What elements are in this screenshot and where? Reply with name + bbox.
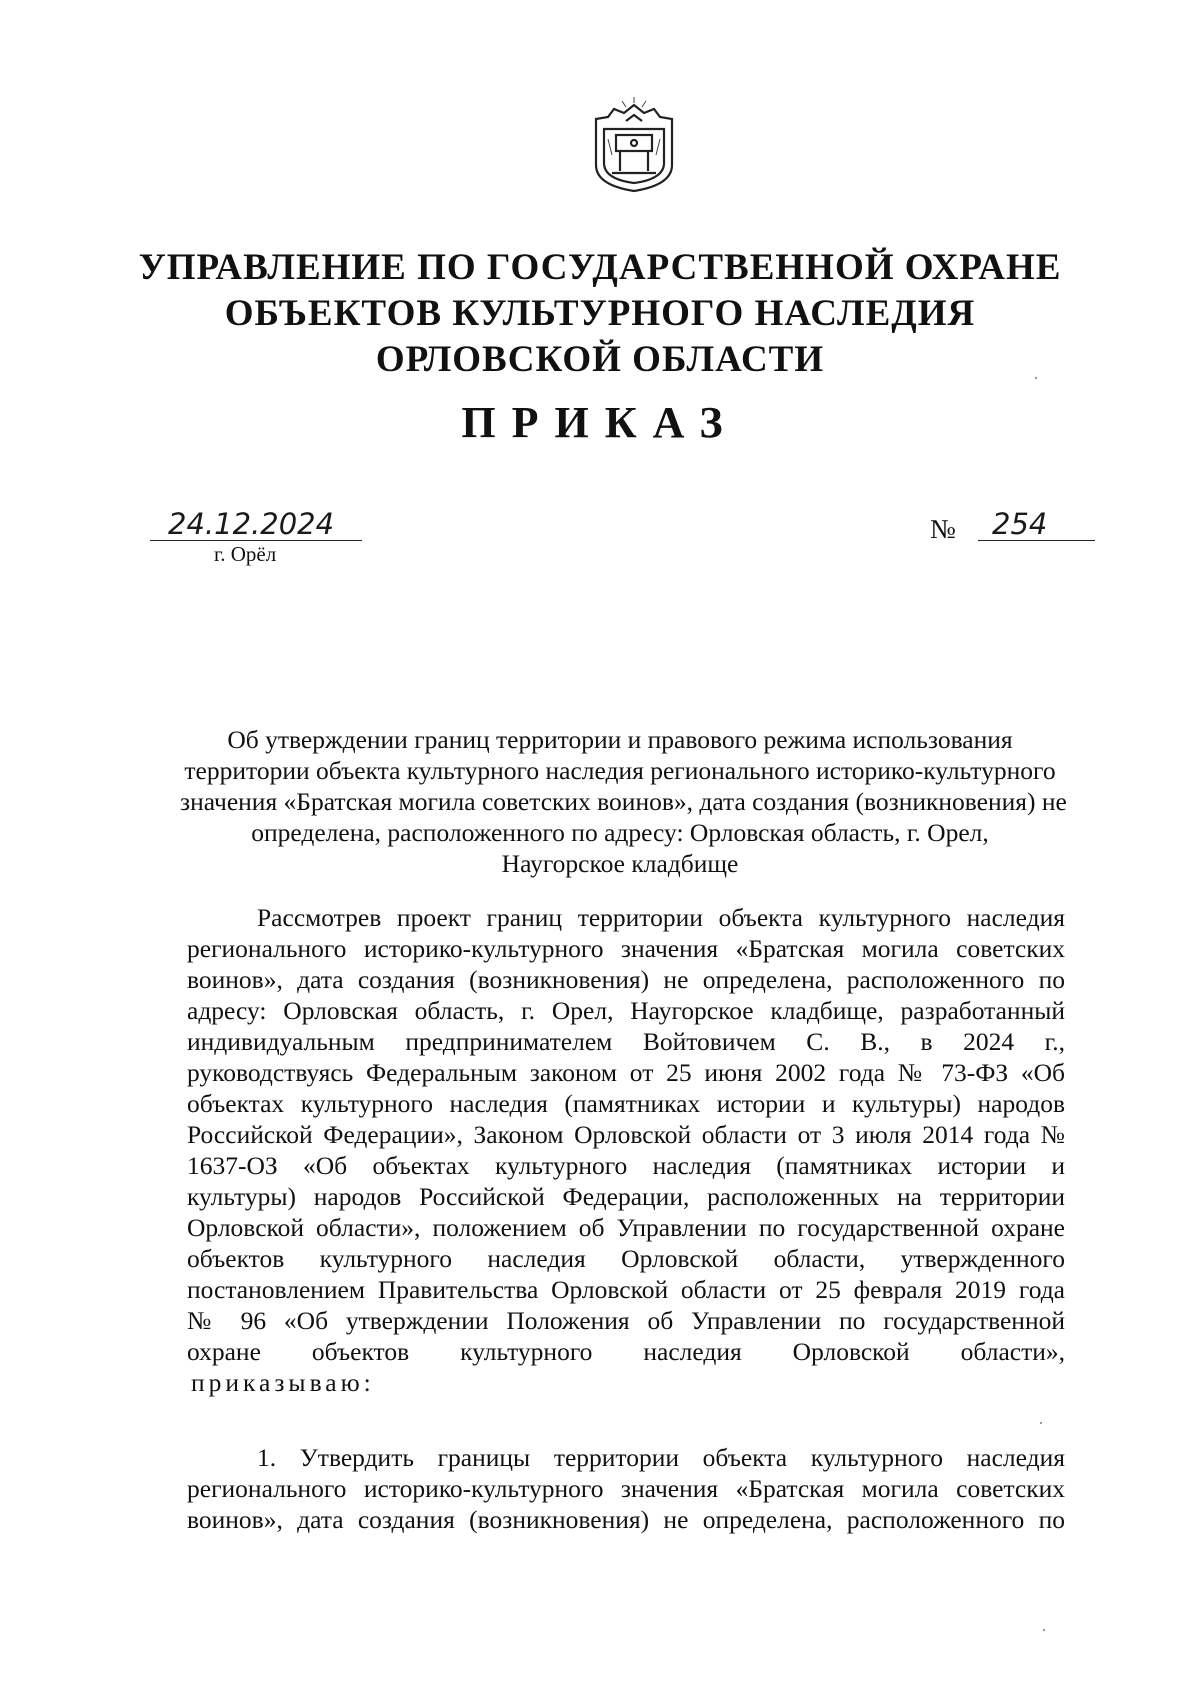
paragraph-line: воинов», дата создания (возникновения) не определена, расположенного по [187, 965, 1065, 994]
org-line-1: УПРАВЛЕНИЕ ПО ГОСУДАРСТВЕННОЙ ОХРАНЕ [138, 247, 1062, 288]
paragraph-line: 1637-ОЗ «Об объектах культурного наследия (памятниках истории и [187, 1151, 1065, 1180]
subject-line: Об утверждении границ территории и правового режима использования [227, 725, 1013, 754]
org-line-2: ОБЪЕКТОВ КУЛЬТУРНОГО НАСЛЕДИЯ [224, 293, 976, 334]
handwritten-number: 254 [978, 508, 1095, 541]
city-label: г. Орёл [214, 542, 277, 566]
subject-line: определена, расположенного по адресу: Орловская область, г. Орел, [251, 818, 989, 847]
paragraph-line: регионального историко-культурного значения «Братская могила советских [187, 934, 1065, 963]
paragraph-line: регионального историко-культурного значения «Братская могила советских [187, 1474, 1065, 1503]
organization-name [100, 245, 1100, 383]
subject-line: Наугорское кладбище [501, 849, 739, 878]
paragraph-line: адресу: Орловская область, г. Орел, Наугорское кладбище, разработанный [187, 996, 1065, 1025]
document-type-title: ПРИКАЗ [461, 398, 739, 447]
paragraph-line: Рассмотрев проект границ территории объекта культурного наследия [257, 903, 1065, 932]
number-sign: № [930, 514, 956, 544]
paragraph-line: 1. Утвердить границы территории объекта культурного наследия [257, 1443, 1065, 1472]
paragraph-line: № 96 «Об утверждении Положения об Управлении по государственной [187, 1306, 1065, 1335]
order-verb: приказываю: [191, 1368, 375, 1397]
paragraph-line: индивидуальным предпринимателем Войтовичем С. В., в 2024 г., [187, 1027, 1065, 1056]
item-1-paragraph [187, 1442, 1065, 1535]
preamble-paragraph [187, 902, 1065, 1398]
subject-line: территории объекта культурного наследия регионального историко-культурного [184, 756, 1056, 785]
subject-line: значения «Братская могила советских воинов», дата создания (возникновения) не [180, 787, 1067, 816]
org-line-3: ОРЛОВСКОЙ ОБЛАСТИ [375, 339, 825, 380]
scan-speck [1035, 377, 1037, 379]
paragraph-line: объектов культурного наследия Орловской области, утвержденного [187, 1244, 1065, 1273]
paragraph-line: постановлением Правительства Орловской области от 25 февраля 2019 года [187, 1275, 1065, 1304]
scan-speck [1043, 1629, 1045, 1631]
paragraph-line: культуры) народов Российской Федерации, расположенных на территории [187, 1182, 1065, 1211]
scan-speck [1040, 1422, 1042, 1424]
number-field [930, 508, 1095, 548]
coat-of-arms-emblem [586, 95, 682, 195]
order-subject [180, 724, 1067, 879]
paragraph-line: руководствуясь Федеральным законом от 25 июня 2002 года № 73-ФЗ «Об [187, 1058, 1065, 1087]
paragraph-line: объектах культурного наследия (памятниках истории и культуры) народов [187, 1089, 1065, 1118]
paragraph-line: Орловской области», положением об Управлении по государственной охране [187, 1213, 1065, 1242]
paragraph-line: охране объектов культурного наследия Орловской области», [187, 1337, 1065, 1366]
paragraph-line: воинов», дата создания (возникновения) не определена, расположенного по [187, 1505, 1065, 1534]
date-field [150, 508, 362, 541]
handwritten-date: 24.12.2024 [168, 507, 335, 541]
paragraph-line: Российской Федерации», Законом Орловской области от 3 июля 2014 года № [187, 1120, 1065, 1149]
